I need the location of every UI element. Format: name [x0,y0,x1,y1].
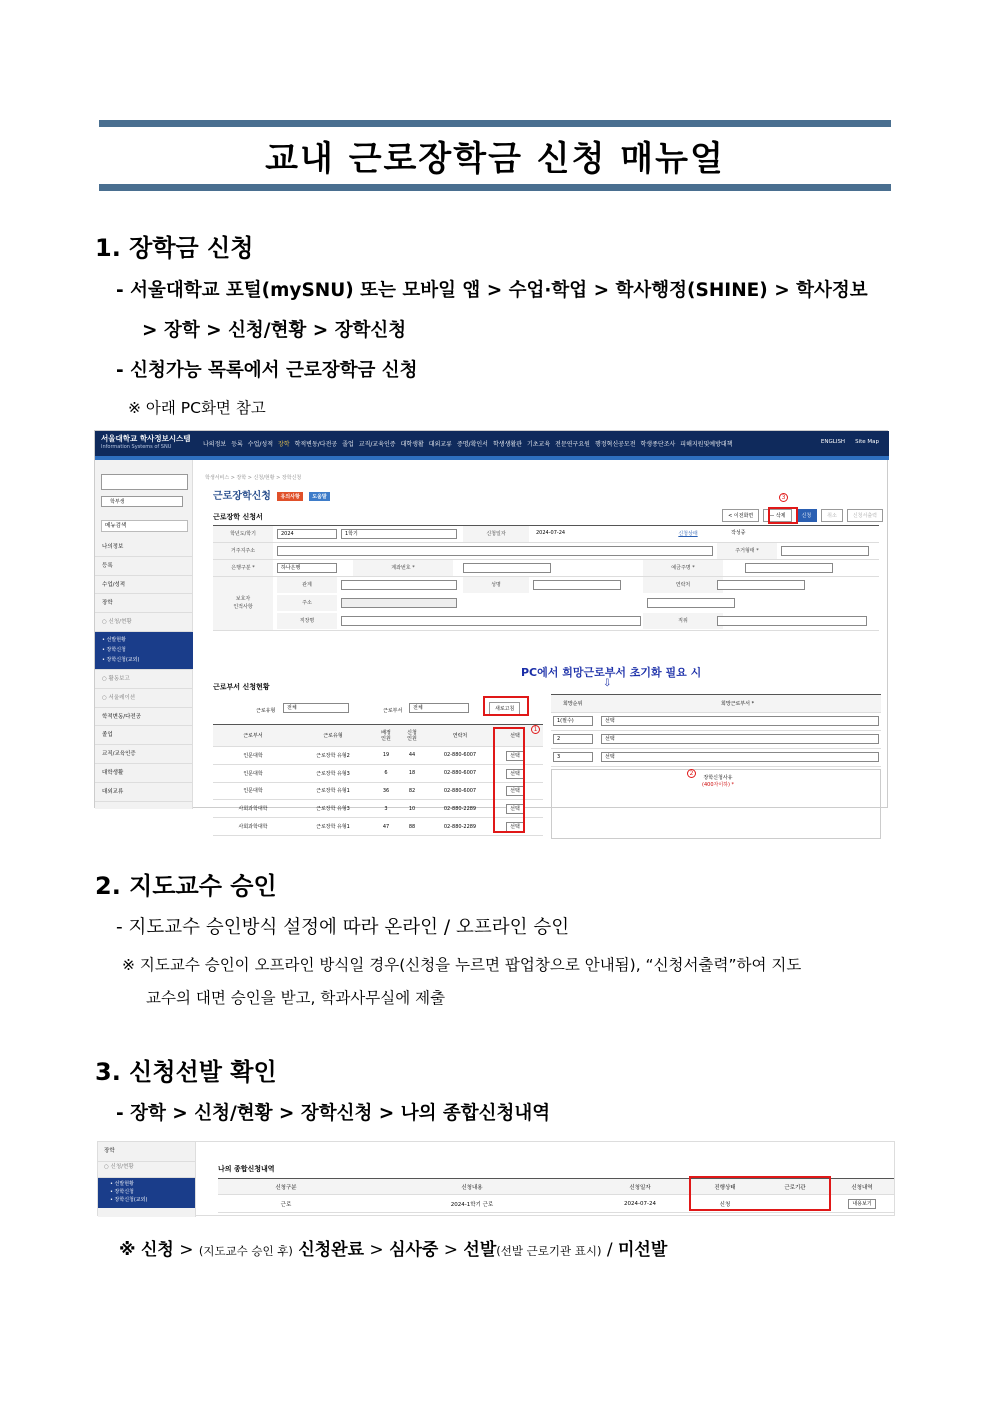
bank-select[interactable]: 하나은행 [277,563,337,573]
highlight-status-columns [689,1176,831,1211]
nav-item[interactable]: 학생생활관 [492,441,522,448]
sitemap-link[interactable]: Site Map [855,439,879,445]
sidebar-item[interactable]: 졸업 [95,726,193,745]
col-header: 신청 인원 [407,729,417,742]
cell-dept: 인문대학 [243,752,263,759]
reason-label: 장학신청사유 (400자이하) * [702,775,735,788]
highlight-select-column [493,727,525,833]
sidebar-item[interactable]: 교직/교육인증 [95,745,193,764]
cell-type: 근로 [280,1201,292,1208]
label-relation: 관계 [277,577,337,593]
document-title: 교내 근로장학금 신청 매뉴얼 [265,139,725,179]
nav-item-active[interactable]: 장학 [278,441,290,448]
rank-select[interactable]: 3 [553,752,593,762]
sidebar-active-group [98,1178,195,1208]
section-1-note: ※ 아래 PC화면 참고 [128,399,266,417]
dept-select[interactable]: 선택 [601,752,879,762]
sidebar-item[interactable]: 장학 [98,1146,195,1162]
cell-dept: 인문대학 [243,788,263,795]
main-content [201,460,889,831]
cell-type: 근로장학 유형2 [316,752,350,759]
term-select[interactable]: 1학기 [341,529,457,539]
sidebar-sub-item[interactable]: • 장학신청(교외) [102,656,140,663]
label-position: 직위 [643,613,723,629]
nav-item[interactable]: 학생종단조사 [640,441,676,448]
col-header: 선택 [510,733,520,739]
reason-area[interactable] [551,769,881,839]
section-1-line-3: - 신청가능 목록에서 근로장학금 신청 [116,360,418,381]
col-header: 진행상태 [714,1184,736,1191]
shine-logo: 서울대학교 학사정보시스템 Information Systems of SNU [101,434,191,450]
sidebar-menu [95,538,193,802]
cell-date: 2024-07-24 [624,1200,656,1207]
sidebar-sub-item-active[interactable]: • 장학신청 [110,1189,134,1195]
pref-header [551,695,881,713]
select-button[interactable]: 선택 [506,751,524,761]
holder-field[interactable] [745,563,833,573]
label-holder: 예금주명 * [643,560,723,576]
section-3-line-1: - 장학 > 신청/현황 > 장학신청 > 나의 종합신청내역 [116,1103,551,1124]
dept-select[interactable]: 선택 [601,734,879,744]
col-header: 근로부서 [243,733,263,739]
help-tag[interactable]: 도움말 [309,492,330,501]
section-2-heading: 2. 지도교수 승인 [95,872,277,900]
col-header: 근로기관 [784,1184,806,1191]
select-button[interactable]: 선택 [506,804,524,814]
workplace-field[interactable] [341,616,641,626]
sidebar-item[interactable]: 등록 [95,557,193,576]
cell-applied: 18 [408,770,416,777]
relation-select[interactable] [341,580,457,590]
section-1-line-1: - 서울대학교 포털(mySNU) 또는 모바일 앱 > 수업·학업 > 학사행정(SHINE) > 학사정보 [116,280,868,301]
nav-item[interactable]: 피해지원및예방대책 [680,441,733,448]
col-header: 신청일자 [629,1184,651,1191]
cell-assigned: 6 [384,770,388,777]
select-button[interactable]: 선택 [506,769,524,779]
cell-applied: 82 [408,787,416,794]
pref-row [551,749,881,767]
sidebar-item[interactable]: 대학생활 [95,764,193,783]
label-house: 주거형태 * [717,543,777,559]
filter-type-label: 근로유형 [256,708,276,714]
pref-col-header: 희망근로부서 * [721,701,755,707]
status-title: 근로부서 신청현황 [213,683,270,691]
label-guardian-address: 주소 [277,595,337,611]
page-title: 근로장학신청 유의사항 도움말 [213,487,330,502]
section-1-heading: 1. 장학금 신청 [95,234,254,262]
cell-dept: 사회과학대학 [238,824,268,831]
nav-item[interactable]: 기초교육 [526,441,551,448]
cell-type: 근로장학 유형1 [316,824,350,831]
nav-item[interactable]: 대외교류 [428,441,452,448]
highlight-apply-button [768,507,798,524]
top-right-links [821,439,879,445]
marker-2: 2 [687,769,696,778]
sidebar-item[interactable]: ○ 신청/현황 [98,1162,195,1178]
account-field[interactable] [463,563,551,573]
sidebar-item[interactable]: ○ 서울레이션 [95,689,193,708]
sidebar-item[interactable]: 나의정보 [95,538,193,557]
label-guardian: 보호자 인적사항 [213,577,273,630]
nav-item[interactable]: 전문연구요원 [555,441,590,448]
col-header: 연락처 [452,733,468,739]
cell-dept: 인문대학 [243,770,263,777]
nav-item[interactable]: 증명/확인서 [456,441,488,448]
sidebar-sub-item[interactable]: • 선발현황 [110,1181,134,1187]
guardian-address-field[interactable] [341,598,457,608]
select-button[interactable]: 선택 [506,822,524,832]
top-header [95,431,889,456]
marker-1: 1 [531,725,540,734]
label-phone: 연락처 [643,577,723,593]
date-value: 2024-07-24 [533,529,633,539]
sidebar-item[interactable]: 장학 [95,594,193,613]
pref-row [551,713,881,731]
cell-applied: 10 [408,805,416,812]
final-status-note: ※ 신청 > (지도교수 승인 후) 신청완료 > 심사중 > 선발(선발 근로기관 표시) / 미선발 [119,1240,668,1260]
cell-phone: 02-880-2289 [443,805,477,812]
view-details-button[interactable]: 내용보기 [848,1199,875,1209]
cell-type: 근로장학 유형3 [316,806,350,813]
nav-item[interactable]: 교직/교육인증 [358,441,396,448]
cell-dept: 사회과학대학 [238,806,268,813]
nav-item[interactable]: 행정혁신공모전 [594,441,636,448]
back-button[interactable]: < 이전화면 [722,509,759,522]
rank-select[interactable]: 1(필수) [553,716,593,726]
cancel-button[interactable]: 취소 [821,509,843,522]
breadcrumb: 학생서비스 > 장학 > 신청/현황 > 장학신청 [205,475,302,481]
sidebar-item[interactable]: 학적변동/다전공 [95,708,193,727]
label-year: 학년도/학기 [213,526,273,542]
sidebar-item[interactable]: ○ 신청/현황 [95,613,193,632]
cell-phone: 02-880-6007 [443,787,477,794]
cell-status: 신청 [719,1201,731,1208]
label-account: 계좌번호 * [353,560,453,576]
select-button[interactable]: 선택 [506,786,524,796]
cell-content: 2024-1학기 근로 [450,1201,494,1208]
cell-assigned: 19 [382,752,390,759]
marker-3: 3 [779,493,788,502]
sidebar-sub-item[interactable]: • 장학신청(교외) [110,1197,148,1203]
cell-phone: 02-880-2289 [443,823,477,830]
filter-type-select[interactable]: 전체 [283,703,349,713]
sidebar-active-group [95,632,193,670]
label-workplace: 직장명 [277,613,337,629]
dept-select[interactable]: 선택 [601,716,879,726]
english-link[interactable]: ENGLISH [820,439,846,445]
sidebar-item[interactable]: 수업/성적 [95,576,193,595]
guardian-name-field[interactable] [533,580,621,590]
cell-phone: 02-880-6007 [443,770,477,777]
down-arrow-icon: ⇩ [603,678,612,689]
label-name: 성명 [463,577,529,593]
nav-item[interactable]: 졸업 [342,441,354,448]
guardian-phone-field[interactable] [717,580,805,590]
print-application-button[interactable]: 신청서출력 [847,509,883,522]
rank-select[interactable]: 2 [553,734,593,744]
pref-row [551,731,881,749]
cell-type: 근로장학 유형3 [316,770,350,777]
highlight-refresh-button [483,696,529,716]
notice-tag[interactable]: 유의사항 [277,492,302,501]
top-nav [203,439,732,448]
cell-applied: 44 [408,752,416,759]
label-bank: 은행구분 * [213,560,273,576]
col-header: 신청내역 [851,1184,873,1191]
sidebar [98,1142,196,1217]
refresh-button[interactable]: 새로고침 [489,702,520,715]
col-header: 신청구분 [275,1184,297,1191]
summary-title: 나의 종합신청내역 [218,1165,275,1173]
sidebar [95,460,193,809]
address-field[interactable] [277,546,713,556]
cell-phone: 02-880-6007 [443,752,477,759]
apply-button[interactable]: 신청 [796,509,818,522]
position-field[interactable] [717,616,867,626]
pc-screenshot-scholarship-application [94,430,888,831]
status-value: 작성중 [728,529,798,539]
user-type-select[interactable]: 학부생 [101,496,183,507]
blue-annotation: PC에서 희망근로부서 초기화 필요 시 [521,666,702,679]
status-link[interactable]: 신청상태 [678,531,698,537]
cell-assigned: 3 [384,805,388,812]
nav-item[interactable]: 수업/성적 [247,441,273,448]
sidebar-item[interactable]: ○ 활동보고 [95,670,193,689]
nav-item[interactable]: 등록 [231,441,243,448]
delete-button[interactable]: — 삭제 [763,509,791,522]
col-header: 근로유형 [323,733,343,739]
house-field[interactable] [781,546,869,556]
sidebar-sub-item[interactable]: • 선발현황 [102,636,126,643]
cell-type: 근로장학 유형1 [316,788,350,795]
section-1-line-2: > 장학 > 신청/현황 > 장학신청 [142,320,407,341]
section-2-note-2: 교수의 대면 승인을 받고, 학과사무실에 제출 [146,989,446,1007]
cell-assigned: 47 [382,823,390,830]
section-2-note-1: ※ 지도교수 승인이 오프라인 방식일 경우(신청을 누르면 팝업창으로 안내됨), “신청서출력”하여 지도 [122,956,802,974]
application-form [213,525,879,631]
summary-screenshot [97,1141,895,1216]
year-field[interactable]: 2024 [277,529,337,539]
nav-item[interactable]: 나의정보 [203,441,227,448]
preference-panel [551,694,881,839]
section-3-heading: 3. 신청선발 확인 [95,1058,277,1086]
col-header: 신청내용 [461,1184,483,1191]
menu-search-input[interactable]: 메뉴검색 [101,520,188,532]
filter-dept-select[interactable]: 전체 [409,703,469,713]
nav-item[interactable]: 대학생활 [400,441,424,448]
label-address: 거주지주소 [213,543,273,559]
form-title: 근로장학 신청서 [213,513,263,521]
cell-assigned: 36 [382,787,390,794]
cell-applied: 88 [408,823,416,830]
guardian-address-detail[interactable] [647,598,735,608]
nav-item[interactable]: 학적변동/다전공 [294,441,338,448]
col-header: 배정 인원 [381,729,391,742]
sidebar-sub-item-active[interactable]: • 장학신청 [102,646,126,653]
pref-col-header: 희망순위 [563,701,583,707]
label-date: 신청일자 [463,526,529,542]
user-box [101,474,188,490]
filter-dept-label: 근로부서 [383,708,403,714]
form-toolbar [722,509,883,522]
document-title-box [99,120,891,191]
sidebar-item[interactable]: 대외교류 [95,783,193,802]
section-2-line-1: - 지도교수 승인방식 설정에 따라 온라인 / 오프라인 승인 [116,917,570,938]
